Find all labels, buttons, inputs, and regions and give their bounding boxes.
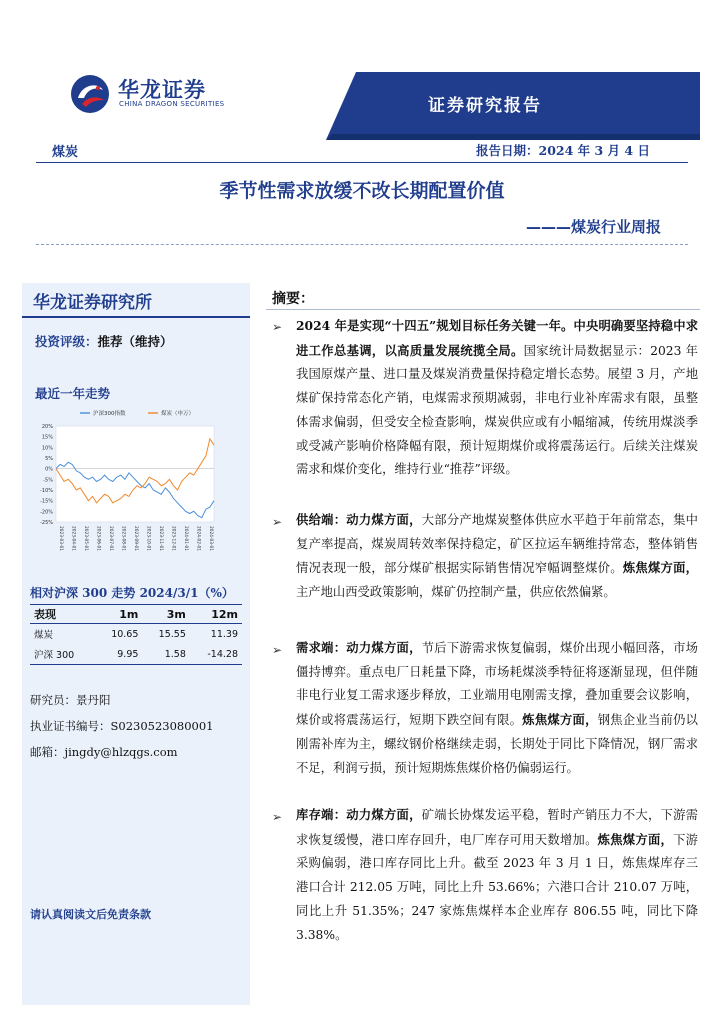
certificate-number: 执业证书编号：S0230523080001 xyxy=(30,719,214,733)
x-tick-label: 2023-03-01 xyxy=(58,526,63,551)
page-subtitle: ———煤炭行业周报 xyxy=(526,218,662,236)
table-header: 1m xyxy=(95,605,142,624)
y-tick-label: 0% xyxy=(45,466,53,473)
x-tick-label: 2024-03-01 xyxy=(208,526,213,551)
x-tick-label: 2023-10-01 xyxy=(145,526,151,551)
arrow-bullet-icon: ➢ xyxy=(272,810,283,824)
table-cell: 沪深 300 xyxy=(30,644,95,665)
rating-label: 投资评级： xyxy=(35,334,98,349)
table-cell: 10.65 xyxy=(111,628,139,640)
disclaimer-note: 请认真阅读文后免责条款 xyxy=(30,908,151,921)
legend-label: 煤炭（申万） xyxy=(161,411,195,417)
abstract-divider xyxy=(266,309,700,310)
supply-paragraph xyxy=(296,508,698,605)
table-header: 3m xyxy=(142,605,189,624)
x-tick-label: 2024-01-01 xyxy=(183,526,188,551)
y-tick-label: -25% xyxy=(40,520,53,526)
table-cell: 9.95 xyxy=(95,644,142,665)
supply-body: 大部分产地煤炭整体供应水平趋于年前常态，集中复产率提高，煤炭周转效率保持稳定，矿区拉运车辆维持常态，整体销售情况表现一般，部分煤矿根据实际销售情况窄幅调整煤价。 xyxy=(296,513,698,576)
summary-paragraph xyxy=(296,314,698,482)
table-cell: 11.39 xyxy=(210,628,238,640)
supply-lead-2: 炼焦煤方面， xyxy=(622,560,698,576)
x-tick-label: 2023-05-01 xyxy=(83,526,88,551)
table-cell: -14.28 xyxy=(190,644,242,665)
arrow-bullet-icon: ➢ xyxy=(272,515,283,529)
x-tick-label: 2024-02-01 xyxy=(195,526,201,551)
x-tick-label: 2023-09-01 xyxy=(133,526,138,551)
demand-lead: 需求端：动力煤方面， xyxy=(296,640,422,655)
x-tick-label: 2023-08-01 xyxy=(120,526,126,551)
x-tick-label: 2023-06-01 xyxy=(95,526,101,551)
report-type: 证券研究报告 xyxy=(428,96,542,116)
x-tick-label: 2023-12-01 xyxy=(170,526,176,551)
institute-name: 华龙证券研究所 xyxy=(33,293,152,313)
sidebar-divider xyxy=(22,316,250,318)
plot-area xyxy=(56,426,214,522)
table-header: 12m xyxy=(190,605,242,624)
header-banner xyxy=(0,0,724,140)
table-row xyxy=(30,624,242,645)
table-header-row xyxy=(30,605,242,624)
investment-rating xyxy=(35,332,173,350)
y-tick-label: 5% xyxy=(45,456,53,462)
y-tick-label: -15% xyxy=(40,498,53,505)
brand-name-en: CHINA DRAGON SECURITIES xyxy=(119,100,225,108)
inventory-body: 矿端长协煤发运平稳，暂时产销压力不大，下游需求恢复缓慢，港口库存回升，电厂库存可用天数增加。 xyxy=(296,808,698,847)
abstract-heading: 摘要： xyxy=(272,291,314,307)
legend-label: 沪深300指数 xyxy=(93,411,126,417)
summary-body: 国家统计局数据显示：2023 年我国原煤产量、进口量及煤炭消费量保持稳定增长态势。展望 3 月，产地煤矿保持常态化产销，电煤需求预期减弱，非电行业补库需求有限，虽整体需求偏弱，但受安全检查影响，煤炭供应或有小幅缩减，传统用煤淡季或受减产影响价格降幅有限，预计短期煤价或将震荡运行。后续关注煤炭需求和煤价变化，维持行业“推荐”评级。 xyxy=(296,343,698,477)
trend-chart xyxy=(30,404,220,574)
table-cell: 1.58 xyxy=(142,644,189,665)
x-tick-label: 2023-11-01 xyxy=(158,526,163,551)
x-tick-label: 2023-07-01 xyxy=(108,526,113,551)
table-row xyxy=(30,644,242,665)
arrow-bullet-icon: ➢ xyxy=(272,320,283,334)
supply-body-2: 主产地山西受政策影响，煤矿仍控制产量，供应依然偏紧。 xyxy=(296,585,616,600)
page-title: 季节性需求放缓不改长期配置价值 xyxy=(219,180,505,202)
y-tick-label: -10% xyxy=(40,488,53,494)
performance-table xyxy=(30,604,242,665)
x-tick-label: 2023-04-01 xyxy=(70,526,76,551)
y-tick-label: 15% xyxy=(41,434,53,441)
y-tick-label: -20% xyxy=(40,509,53,516)
demand-paragraph xyxy=(296,636,698,780)
arrow-bullet-icon: ➢ xyxy=(272,643,283,657)
summary-lead: 2024 年是实现“十四五”规划目标任务关键一年。中央明确要坚持稳中求进工作总基调，以高质量发展统揽全局。 xyxy=(296,318,698,358)
table-cell: 煤炭 xyxy=(34,630,54,641)
analyst-name: 研究员：景丹阳 xyxy=(30,693,111,707)
y-tick-label: 10% xyxy=(41,445,53,452)
table-header: 表现 xyxy=(30,605,95,624)
table-cell: 15.55 xyxy=(158,628,186,640)
dragon-logo-icon xyxy=(70,74,110,114)
inventory-paragraph xyxy=(296,803,698,947)
demand-body: 节后下游需求恢复偏弱，煤价出现小幅回落，市场僵持博弈。重点电厂日耗量下降，市场耗煤淡季特征将逐渐显现，但伴随非电行业复工需求逐步释放，工业端用电刚需支撑，叠加重要会议影响，煤价或将震荡运行，短期下跌空间有限。 xyxy=(296,641,698,728)
demand-body-2: 钢焦企业当前仍以刚需补库为主，螺纹钢价格继续走弱，长期处于同比下降情况，钢厂需求不足，利润亏损，预计短期炼焦煤价格仍偏弱运行。 xyxy=(296,713,698,775)
brand-name-cn: 华龙证券 xyxy=(118,78,206,102)
trend-heading: 最近一年走势 xyxy=(35,386,111,401)
dotted-divider xyxy=(36,244,688,245)
demand-lead-2: 炼焦煤方面， xyxy=(522,712,598,728)
analyst-email: 邮箱：jingdy@hlzqgs.com xyxy=(30,745,178,759)
inventory-lead: 库存端：动力煤方面， xyxy=(296,807,422,822)
inventory-lead-2: 炼焦煤方面， xyxy=(597,831,674,847)
y-tick-label: -5% xyxy=(43,477,53,484)
report-date: 报告日期：2024 年 3 月 4 日 xyxy=(476,143,650,158)
y-tick-label: 20% xyxy=(41,424,53,430)
supply-lead: 供给端：动力煤方面， xyxy=(296,512,422,527)
divider xyxy=(36,162,688,163)
rating-value: 推荐（维持） xyxy=(97,334,173,349)
sector-label: 煤炭 xyxy=(52,145,79,160)
relative-heading: 相对沪深 300 走势 2024/3/1（%） xyxy=(30,586,234,600)
inventory-body-2: 下游采购偏弱，港口库存同比上升。截至 2023 年 3 月 1 日，炼焦煤库存三港口合计 212.05 万吨，同比上升 53.66%；六港口合计 210.07 万吨，同比上升 51.35%；247 家炼焦煤样本企业库存 806.55 吨，同比下降 3.38%。 xyxy=(296,832,698,942)
